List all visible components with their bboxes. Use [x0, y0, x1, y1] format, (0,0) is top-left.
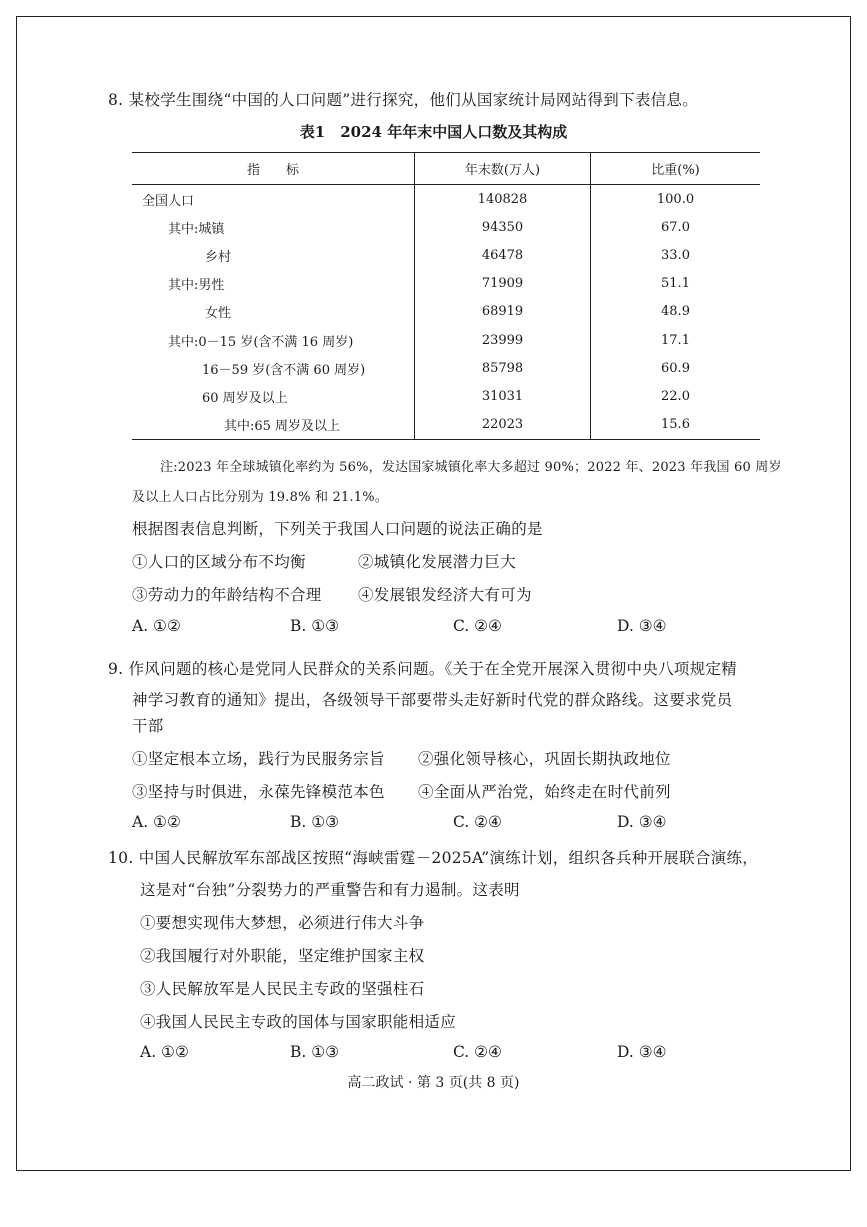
row-share: 15.6 [591, 411, 761, 440]
row-share: 51.1 [591, 270, 761, 298]
table-row [132, 298, 760, 326]
q8-option-b: B. ①③ [290, 617, 340, 635]
q9-stem-line-2: 神学习教育的通知》提出，各级领导干部要带头走好新时代党的群众路线。这要求党员 [132, 691, 733, 709]
q10-option-b: B. ①③ [290, 1043, 340, 1061]
row-count: 140828 [415, 185, 591, 214]
q10-item-4: ④我国人民民主专政的国体与国家职能相适应 [140, 1013, 457, 1031]
row-count: 85798 [415, 354, 591, 382]
table-note-line-1: 注:2023 年全球城镇化率约为 56%，发达国家城镇化率大多超过 90%；2022 年、2023 年我国 60 周岁 [160, 460, 782, 475]
q8-item-1: ①人口的区域分布不均衡 [132, 553, 306, 571]
header-year-end-count: 年末数(万人) [415, 153, 591, 185]
row-share: 67.0 [591, 213, 761, 241]
row-label: 乡村 [205, 249, 232, 265]
q9-option-b: B. ①③ [290, 813, 340, 831]
q8-item-3: ③劳动力的年龄结构不合理 [132, 586, 322, 604]
row-count: 31031 [415, 382, 591, 410]
row-share: 22.0 [591, 382, 761, 410]
table-row [132, 411, 760, 440]
row-count: 71909 [415, 270, 591, 298]
row-label: 其中:城镇 [168, 221, 225, 237]
page-footer: 高二政试 · 第 3 页(共 8 页) [347, 1075, 520, 1091]
row-label: 全国人口 [142, 193, 195, 209]
q10-item-1: ①要想实现伟大梦想，必须进行伟大斗争 [140, 914, 425, 932]
row-share: 48.9 [591, 298, 761, 326]
q9-option-a: A. ①② [132, 813, 181, 831]
table-row [132, 326, 760, 354]
row-count: 68919 [415, 298, 591, 326]
row-label: 60 周岁及以上 [202, 390, 288, 406]
header-share: 比重(%) [591, 153, 761, 185]
q8-option-a: A. ①② [132, 617, 181, 635]
q10-stem-line-2: 这是对“台独”分裂势力的严重警告和有力遏制。这表明 [140, 881, 520, 899]
q10-option-d: D. ③④ [617, 1043, 667, 1061]
row-label: 16－59 岁(含不满 60 周岁) [202, 362, 366, 378]
table-title: 表1 2024 年年末中国人口数及其构成 [299, 123, 568, 141]
row-share: 17.1 [591, 326, 761, 354]
q9-option-d: D. ③④ [617, 813, 667, 831]
q8-item-2: ②城镇化发展潜力巨大 [358, 553, 517, 571]
row-label: 其中:男性 [168, 278, 225, 294]
row-count: 94350 [415, 213, 591, 241]
q9-item-3: ③坚持与时俱进，永葆先锋模范本色 [132, 783, 385, 801]
q8-item-4: ④发展银发经济大有可为 [358, 586, 532, 604]
q9-item-4: ④全面从严治党，始终走在时代前列 [418, 783, 671, 801]
row-count: 23999 [415, 326, 591, 354]
q8-option-d: D. ③④ [617, 617, 667, 635]
q10-option-c: C. ②④ [453, 1043, 502, 1061]
table-row [132, 270, 760, 298]
table-row [132, 241, 760, 269]
table-row [132, 354, 760, 382]
table-row [132, 185, 760, 214]
q8-option-c: C. ②④ [453, 617, 502, 635]
row-count: 22023 [415, 411, 591, 440]
q8-question: 根据图表信息判断，下列关于我国人口问题的说法正确的是 [132, 520, 543, 538]
q10-option-a: A. ①② [140, 1043, 189, 1061]
q9-item-2: ②强化领导核心，巩固长期执政地位 [418, 750, 671, 768]
table-header-row [132, 153, 760, 185]
q10-item-3: ③人民解放军是人民民主专政的坚强柱石 [140, 980, 425, 998]
table-row [132, 382, 760, 410]
q9-stem-line-3: 干部 [132, 717, 164, 735]
table-row [132, 213, 760, 241]
q10-item-2: ②我国履行对外职能，坚定维护国家主权 [140, 947, 425, 965]
q9-item-1: ①坚定根本立场，践行为民服务宗旨 [132, 750, 385, 768]
row-share: 100.0 [591, 185, 761, 214]
row-count: 46478 [415, 241, 591, 269]
header-indicator: 指 标 [132, 153, 415, 185]
row-label: 其中:65 周岁及以上 [132, 411, 415, 440]
population-table [132, 152, 760, 440]
row-label: 其中:0－15 岁(含不满 16 周岁) [168, 334, 354, 350]
row-label: 女性 [205, 306, 232, 322]
q9-option-c: C. ②④ [453, 813, 502, 831]
row-share: 60.9 [591, 354, 761, 382]
q9-stem-line-1: 9. 作风问题的核心是党同人民群众的关系问题。《关于在全党开展深入贯彻中央八项规定精 [108, 660, 738, 678]
q10-stem-line-1: 10. 中国人民解放军东部战区按照“海峡雷霆－2025A”演练计划，组织各兵种开展联合演练， [108, 849, 759, 867]
row-share: 33.0 [591, 241, 761, 269]
table-note-line-2: 及以上人口占比分别为 19.8% 和 21.1%。 [132, 490, 388, 505]
q8-stem: 8. 某校学生围绕“中国的人口问题”进行探究，他们从国家统计局网站得到下表信息。 [108, 91, 699, 109]
